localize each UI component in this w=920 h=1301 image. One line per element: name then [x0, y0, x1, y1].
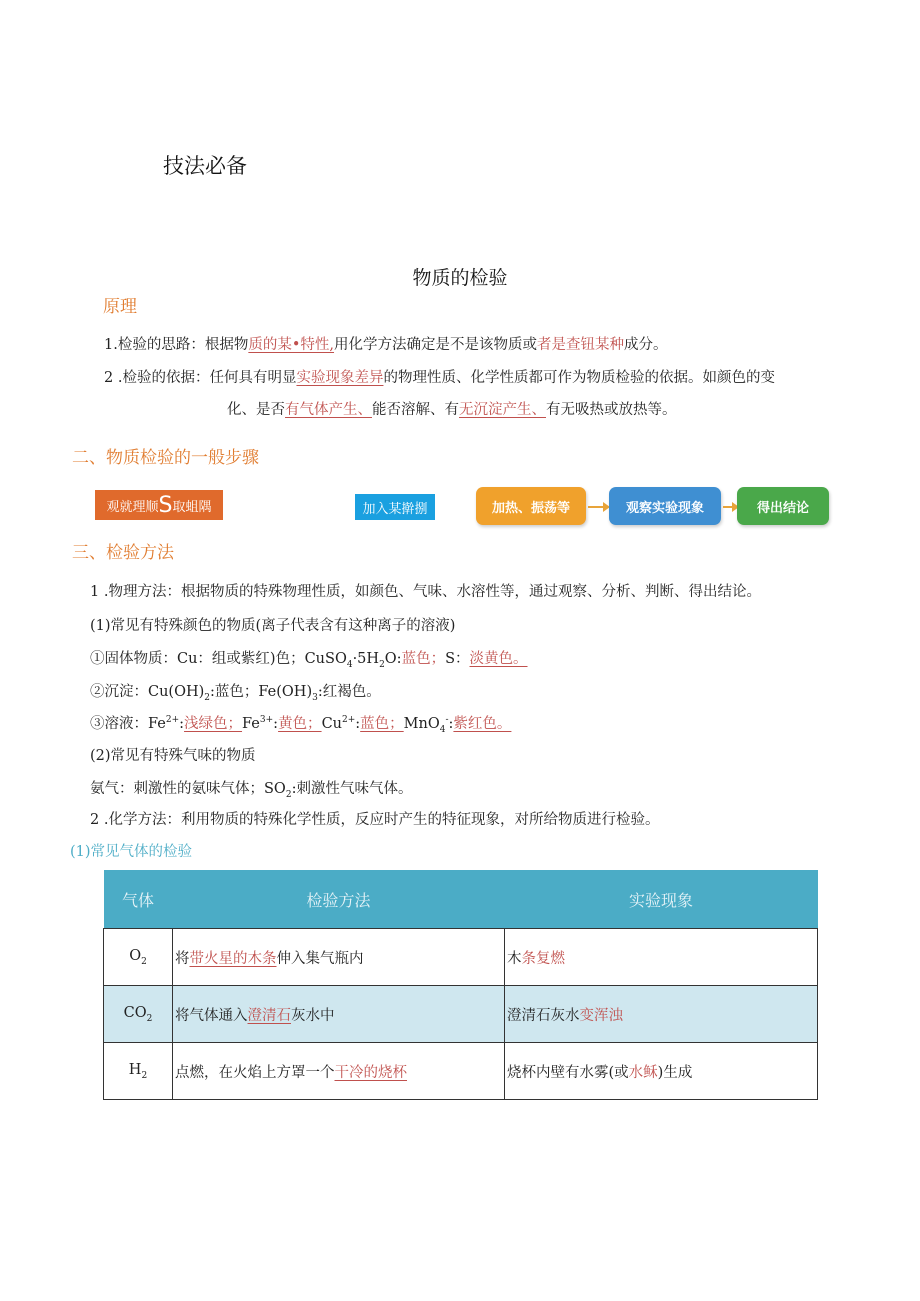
gas-cell: $O_2$: [104, 929, 173, 986]
principle-item-2-cont: 化、是否有气体产生、能否溶解、有无沉淀产生、有无吸热或放热等。: [227, 402, 677, 418]
odor-line: 氨气：刺激性的氨味气体；$SO_2$:刺激性气味气体。: [90, 781, 413, 800]
odor-title: (2)常见有特殊气味的物质: [90, 748, 256, 764]
result-cell: 木条复燃: [505, 929, 818, 986]
table-row: [104, 1043, 818, 1100]
flow-step-observe: 观察实验现象: [609, 487, 721, 525]
principle-heading: 原理: [103, 297, 137, 317]
gas-test-table: [103, 870, 818, 1100]
doc-title: 物质的检验: [412, 267, 508, 289]
chemical-intro: 2 .化学方法：利用物质的特殊化学性质，反应时产生的特征现象，对所给物质进行检验。: [90, 812, 660, 828]
result-cell: 澄清石灰水变浑浊: [505, 986, 818, 1043]
method-cell: 将带火星的木条伸入集气瓶内: [173, 929, 505, 986]
methods-heading: 三、检验方法: [72, 543, 174, 563]
step-box-observe: 观就理顺 S 取蛆隅: [95, 490, 223, 520]
flow-arrow-icon: [723, 506, 733, 508]
method-cell: 点燃，在火焰上方罩一个干冷的烧杯: [173, 1043, 505, 1100]
principle-item-1: 1.检验的思路：根据物质的某•特性,用化学方法确定是不是该物质或者是查钮某种成分。: [104, 337, 668, 353]
table-header: 气体: [104, 870, 173, 929]
table-row: [104, 986, 818, 1043]
flow-step-heat: 加热、振荡等: [476, 487, 586, 525]
table-row: [104, 929, 818, 986]
result-cell: 烧杯内壁有水雾(或水稣)生成: [505, 1043, 818, 1100]
page-title: 技法必备: [163, 154, 247, 178]
table-header: 实验现象: [505, 870, 818, 929]
gas-title: (1)常见气体的检验: [70, 844, 193, 860]
table-header-row: [104, 870, 818, 929]
solid-line: ①固体物质：Cu：组或紫红)色；$CuSO_4\cdot 5H_2O$:蓝色；S：淡黄色。: [90, 651, 528, 670]
method-cell: 将气体通入澄清石灰水中: [173, 986, 505, 1043]
solution-line: ③溶液：$Fe^{2+}$:浅绿色；$Fe^{3+}$:黄色；$Cu^{2+}$:蓝色；MnO$_4$-:紫红色。: [90, 715, 512, 735]
gas-cell: $CO_2$: [104, 986, 173, 1043]
step-box-add-reagent: 加入某擀捌: [355, 494, 435, 520]
steps-heading: 二、物质检验的一般步骤: [72, 448, 259, 468]
flow-arrow-icon: [588, 506, 604, 508]
physical-intro: 1 .物理方法：根据物质的特殊物理性质，如颜色、气味、水溶性等，通过观察、分析、判断、得出结论。: [90, 584, 761, 600]
flow-step-conclude: 得出结论: [737, 487, 829, 525]
table-header: 检验方法: [173, 870, 505, 929]
principle-item-2: 2 .检验的依据：任何具有明显实验现象差异的物理性质、化学性质都可作为物质检验的依据。如颜色的变: [104, 370, 775, 386]
color-title: (1)常见有特殊颜色的物质(离子代表含有这种离子的溶液): [90, 618, 456, 634]
precipitate-line: ②沉淀：$Cu(OH)_2$:蓝色；$Fe(OH)_3$:红褐色。: [90, 684, 381, 703]
gas-cell: $H_2$: [104, 1043, 173, 1100]
